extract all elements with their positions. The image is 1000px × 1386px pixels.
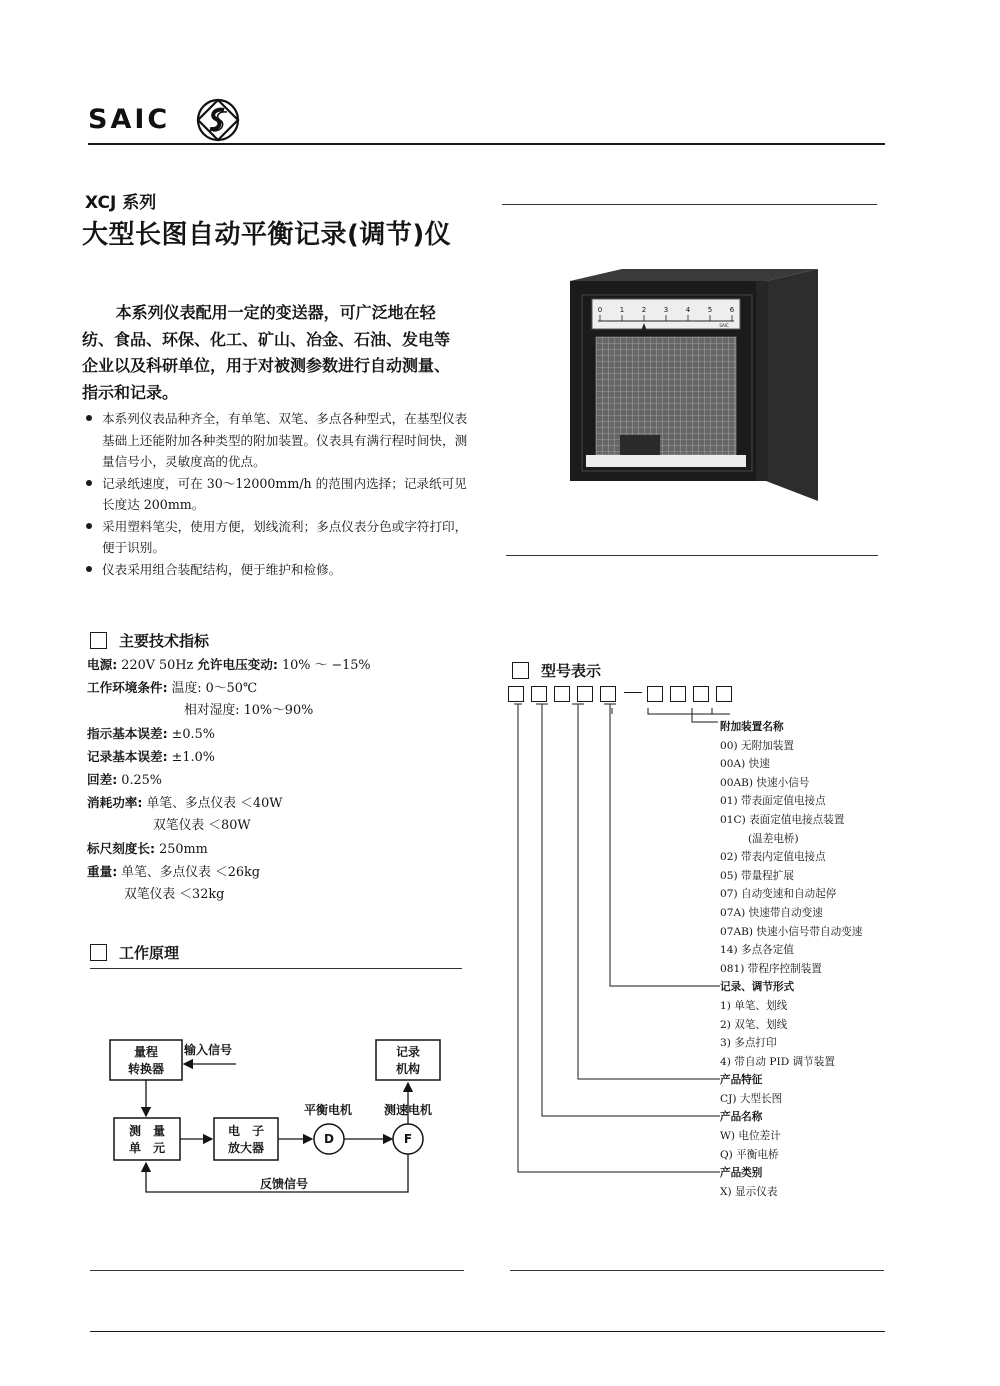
spec-row: 消耗功率: 单笔、多点仪表 ＜40W xyxy=(87,795,283,812)
scale-label: 2 xyxy=(641,306,647,314)
list-item: 1) 单笔、划线 xyxy=(720,999,788,1012)
photo-bottom-rule xyxy=(506,555,878,556)
scale-label: 3 xyxy=(663,306,669,314)
list-item: 07AB) 快速小信号带自动变速 xyxy=(720,925,863,938)
list-item: CJ) 大型长图 xyxy=(720,1092,783,1105)
footer-rule-right xyxy=(510,1270,884,1271)
model-bracket-lines xyxy=(500,700,730,1180)
spec-row: 记录基本误差: ±1.0% xyxy=(87,748,215,765)
list-item: 产品名称 xyxy=(720,1111,763,1124)
bullet-icon xyxy=(86,523,92,529)
checkbox-square-icon xyxy=(90,632,107,649)
list-item: 附加装置名称 xyxy=(720,721,784,733)
principle-diagram xyxy=(100,1030,460,1205)
recorder-label: 记录 xyxy=(395,1045,421,1059)
recorder-label: 机构 xyxy=(395,1062,421,1076)
speed-motor-symbol: F xyxy=(403,1132,413,1146)
feedback-label: 反馈信号 xyxy=(259,1177,309,1191)
checkbox-square-icon xyxy=(512,662,529,679)
list-item: (温差电桥) xyxy=(748,832,799,845)
measure-unit-label: 测 量 xyxy=(128,1124,166,1138)
intro-paragraph: 本系列仪表配用一定的变送器，可广泛地在轻纺、食品、环保、化工、矿山、冶金、石油、发电等企业以及科研单位，用于对被测参数进行自动测量、指示和记录。 xyxy=(82,303,451,402)
list-item: 01C) 表面定值电接点装置 xyxy=(720,813,845,826)
scale-label: 0 xyxy=(597,306,603,314)
input-signal-label: 输入信号 xyxy=(184,1043,233,1057)
saic-logo-icon xyxy=(194,96,242,144)
list-item: 00A) 快速 xyxy=(720,758,770,771)
list-item: 3) 多点打印 xyxy=(720,1037,777,1050)
model-heading: 型号表示 xyxy=(512,660,601,681)
list-item: 01) 带表面定值电接点 xyxy=(720,795,826,808)
scale-label: 1 xyxy=(619,306,625,314)
principle-heading: 工作原理 xyxy=(90,942,179,963)
spec-row: 指示基本误差: ±0.5% xyxy=(87,725,215,742)
list-item: 采用塑料笔尖，使用方便，划线流利；多点仪表分色或字符打印，便于识别。 xyxy=(84,516,468,559)
bullet-icon xyxy=(86,566,92,572)
page-title: 大型长图自动平衡记录(调节)仪 xyxy=(82,220,452,250)
list-item: 2) 双笔、划线 xyxy=(720,1018,788,1031)
list-item: 05) 带量程扩展 xyxy=(720,869,794,882)
list-item: 00AB) 快速小信号 xyxy=(720,776,810,789)
principle-rule xyxy=(90,968,462,969)
spec-row: 重量: 单笔、多点仪表 ＜26kg xyxy=(87,863,260,880)
spec-row: 回差: 0.25% xyxy=(87,772,162,789)
list-item: 本系列仪表品种齐全，有单笔、双笔、多点各种型式，在基型仪表基础上还能附加各种类型的附加装置。仪表具有满行程时间快，测量信号小，灵敏度高的优点。 xyxy=(84,408,468,473)
spec-row: 相对湿度: 10%～90% xyxy=(184,703,314,719)
list-item: 产品类别 xyxy=(720,1167,763,1180)
range-converter-label: 量程 xyxy=(133,1045,159,1059)
bullet-icon xyxy=(86,415,92,421)
range-converter-label: 转换器 xyxy=(127,1062,165,1076)
list-item: 081) 带程序控制装置 xyxy=(720,962,822,975)
amplifier-label: 放大器 xyxy=(227,1141,265,1155)
list-item: 14) 多点各定值 xyxy=(720,944,794,957)
spec-row: 双笔仪表 ＜80W xyxy=(153,818,251,834)
speed-motor-label: 测速电机 xyxy=(383,1103,433,1117)
feature-list xyxy=(84,408,468,580)
bullet-icon xyxy=(86,480,92,486)
brand-name: SAIC xyxy=(88,104,171,135)
spec-row: 电源: 220V 50Hz 允许电压变动: 10% ～ −15% xyxy=(87,657,371,673)
list-item: 仪表采用组合装配结构，便于维护和检修。 xyxy=(84,559,468,581)
list-item: Q) 平衡电桥 xyxy=(720,1148,779,1161)
list-item: 07) 自动变速和自动起停 xyxy=(720,888,837,901)
list-item: 4) 带自动 PID 调节装置 xyxy=(720,1055,835,1068)
recorder-photo xyxy=(560,265,850,505)
spec-row: 双笔仪表 ＜32kg xyxy=(124,887,225,903)
list-item: 02) 带表内定值电接点 xyxy=(720,851,826,864)
spec-row: 标尺刻度长: 250mm xyxy=(87,840,208,857)
footer-rule-left xyxy=(90,1270,464,1271)
scale-label: 6 xyxy=(729,306,735,314)
checkbox-square-icon xyxy=(90,944,107,961)
balance-motor-label: 平衡电机 xyxy=(303,1103,353,1117)
specs-list xyxy=(87,654,371,906)
code-dash xyxy=(624,692,642,693)
balance-motor-symbol: D xyxy=(324,1132,334,1146)
list-item: 07A) 快速带自动变速 xyxy=(720,906,823,919)
photo-top-rule xyxy=(502,204,877,205)
specs-heading: 主要技术指标 xyxy=(90,630,209,651)
scale-label: 5 xyxy=(707,306,713,314)
footer-rule xyxy=(90,1331,885,1332)
series-label: XCJ 系列 xyxy=(85,193,157,213)
list-item: 产品特征 xyxy=(720,1074,763,1087)
photo-brand-mark: SAIC xyxy=(719,323,729,328)
list-item: X) 显示仪表 xyxy=(720,1185,778,1198)
list-item: W) 电位差计 xyxy=(720,1130,781,1143)
header-rule xyxy=(88,143,885,145)
list-item: 记录纸速度，可在 30～12000mm/h 的范围内选择；记录纸可见长度达 200mm。 xyxy=(84,473,468,516)
spec-row: 工作环境条件: 温度: 0～50℃ xyxy=(87,680,258,697)
list-item: 记录、调节形式 xyxy=(720,981,795,994)
measure-unit-label: 单 元 xyxy=(128,1141,166,1155)
scale-label: 4 xyxy=(685,306,691,314)
list-item: 00) 无附加装置 xyxy=(720,739,794,752)
model-legend xyxy=(720,718,862,1201)
amplifier-label: 电 子 xyxy=(227,1124,265,1138)
